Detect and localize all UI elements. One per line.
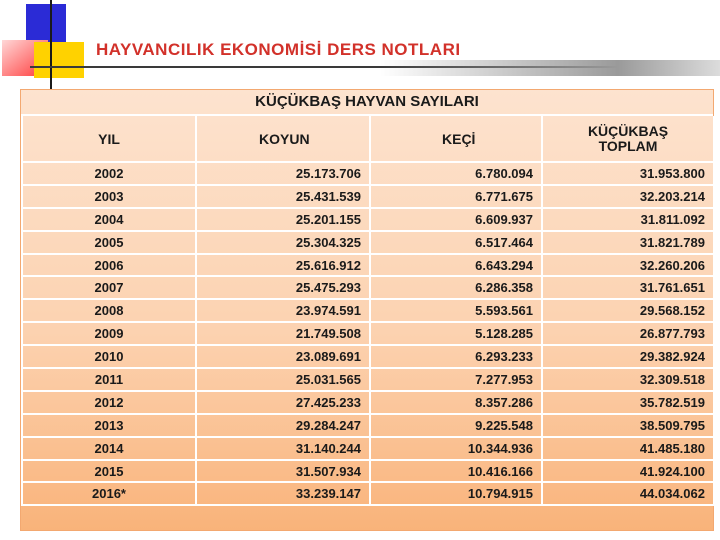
vertical-rule (50, 0, 52, 100)
cell-year: 2014 (22, 437, 196, 460)
table-row (22, 345, 714, 368)
cell-sheep: 21.749.508 (196, 322, 370, 345)
cell-sheep: 29.284.247 (196, 414, 370, 437)
cell-year: 2004 (22, 208, 196, 231)
table-title: KÜÇÜKBAŞ HAYVAN SAYILARI (21, 90, 713, 116)
cell-year: 2005 (22, 231, 196, 254)
cell-sheep: 25.031.565 (196, 368, 370, 391)
cell-goat: 10.344.936 (370, 437, 542, 460)
cell-total: 44.034.062 (542, 482, 714, 505)
cell-goat: 6.609.937 (370, 208, 542, 231)
table-row (22, 460, 714, 483)
cell-goat: 6.771.675 (370, 185, 542, 208)
cell-year: 2006 (22, 254, 196, 277)
cell-total: 32.203.214 (542, 185, 714, 208)
header-total-line2: TOPLAM (598, 137, 658, 154)
table-row (22, 208, 714, 231)
table-row (22, 414, 714, 437)
cell-sheep: 23.089.691 (196, 345, 370, 368)
cell-total: 41.485.180 (542, 437, 714, 460)
table-row (22, 231, 714, 254)
cell-goat: 5.128.285 (370, 322, 542, 345)
cell-sheep: 25.431.539 (196, 185, 370, 208)
cell-total: 31.821.789 (542, 231, 714, 254)
cell-goat: 6.286.358 (370, 276, 542, 299)
cell-goat: 9.225.548 (370, 414, 542, 437)
header-total (542, 116, 714, 162)
cell-total: 32.309.518 (542, 368, 714, 391)
cell-sheep: 25.304.325 (196, 231, 370, 254)
header-row (22, 116, 714, 162)
table-row (22, 162, 714, 185)
table-row (22, 368, 714, 391)
cell-year: 2002 (22, 162, 196, 185)
table-row (22, 322, 714, 345)
livestock-table-panel (20, 89, 714, 531)
cell-total: 29.382.924 (542, 345, 714, 368)
cell-total: 31.953.800 (542, 162, 714, 185)
cell-goat: 6.780.094 (370, 162, 542, 185)
header-total-line1: KÜÇÜKBAŞ (587, 122, 669, 139)
cell-year: 2011 (22, 368, 196, 391)
cell-total: 31.811.092 (542, 208, 714, 231)
cell-goat: 6.517.464 (370, 231, 542, 254)
cell-year: 2008 (22, 299, 196, 322)
cell-sheep: 25.616.912 (196, 254, 370, 277)
horizontal-rule-fade (380, 60, 720, 76)
logo-yellow-square (34, 42, 84, 78)
cell-goat: 10.416.166 (370, 460, 542, 483)
table-row (22, 391, 714, 414)
cell-sheep: 31.507.934 (196, 460, 370, 483)
cell-total: 32.260.206 (542, 254, 714, 277)
table-row (22, 482, 714, 505)
cell-total: 31.761.651 (542, 276, 714, 299)
header-goat: KEÇİ (370, 116, 542, 162)
table-row (22, 299, 714, 322)
cell-goat: 6.293.233 (370, 345, 542, 368)
table-row (22, 276, 714, 299)
cell-year: 2003 (22, 185, 196, 208)
cell-year: 2016* (22, 482, 196, 505)
table-row (22, 437, 714, 460)
cell-sheep: 25.201.155 (196, 208, 370, 231)
cell-goat: 5.593.561 (370, 299, 542, 322)
livestock-table (21, 116, 715, 506)
cell-total: 29.568.152 (542, 299, 714, 322)
cell-year: 2015 (22, 460, 196, 483)
header-sheep: KOYUN (196, 116, 370, 162)
cell-total: 38.509.795 (542, 414, 714, 437)
cell-total: 26.877.793 (542, 322, 714, 345)
cell-year: 2012 (22, 391, 196, 414)
cell-goat: 8.357.286 (370, 391, 542, 414)
cell-total: 41.924.100 (542, 460, 714, 483)
table-row (22, 185, 714, 208)
cell-sheep: 23.974.591 (196, 299, 370, 322)
cell-sheep: 25.475.293 (196, 276, 370, 299)
cell-sheep: 27.425.233 (196, 391, 370, 414)
cell-sheep: 31.140.244 (196, 437, 370, 460)
cell-year: 2013 (22, 414, 196, 437)
cell-year: 2009 (22, 322, 196, 345)
logo-blue-square (26, 4, 66, 44)
cell-goat: 7.277.953 (370, 368, 542, 391)
cell-goat: 6.643.294 (370, 254, 542, 277)
header-year: YIL (22, 116, 196, 162)
cell-sheep: 33.239.147 (196, 482, 370, 505)
cell-total: 35.782.519 (542, 391, 714, 414)
cell-sheep: 25.173.706 (196, 162, 370, 185)
cell-year: 2010 (22, 345, 196, 368)
page-title: HAYVANCILIK EKONOMİSİ DERS NOTLARI (96, 40, 461, 59)
cell-year: 2007 (22, 276, 196, 299)
table-row (22, 254, 714, 277)
table-body (22, 162, 714, 505)
cell-goat: 10.794.915 (370, 482, 542, 505)
